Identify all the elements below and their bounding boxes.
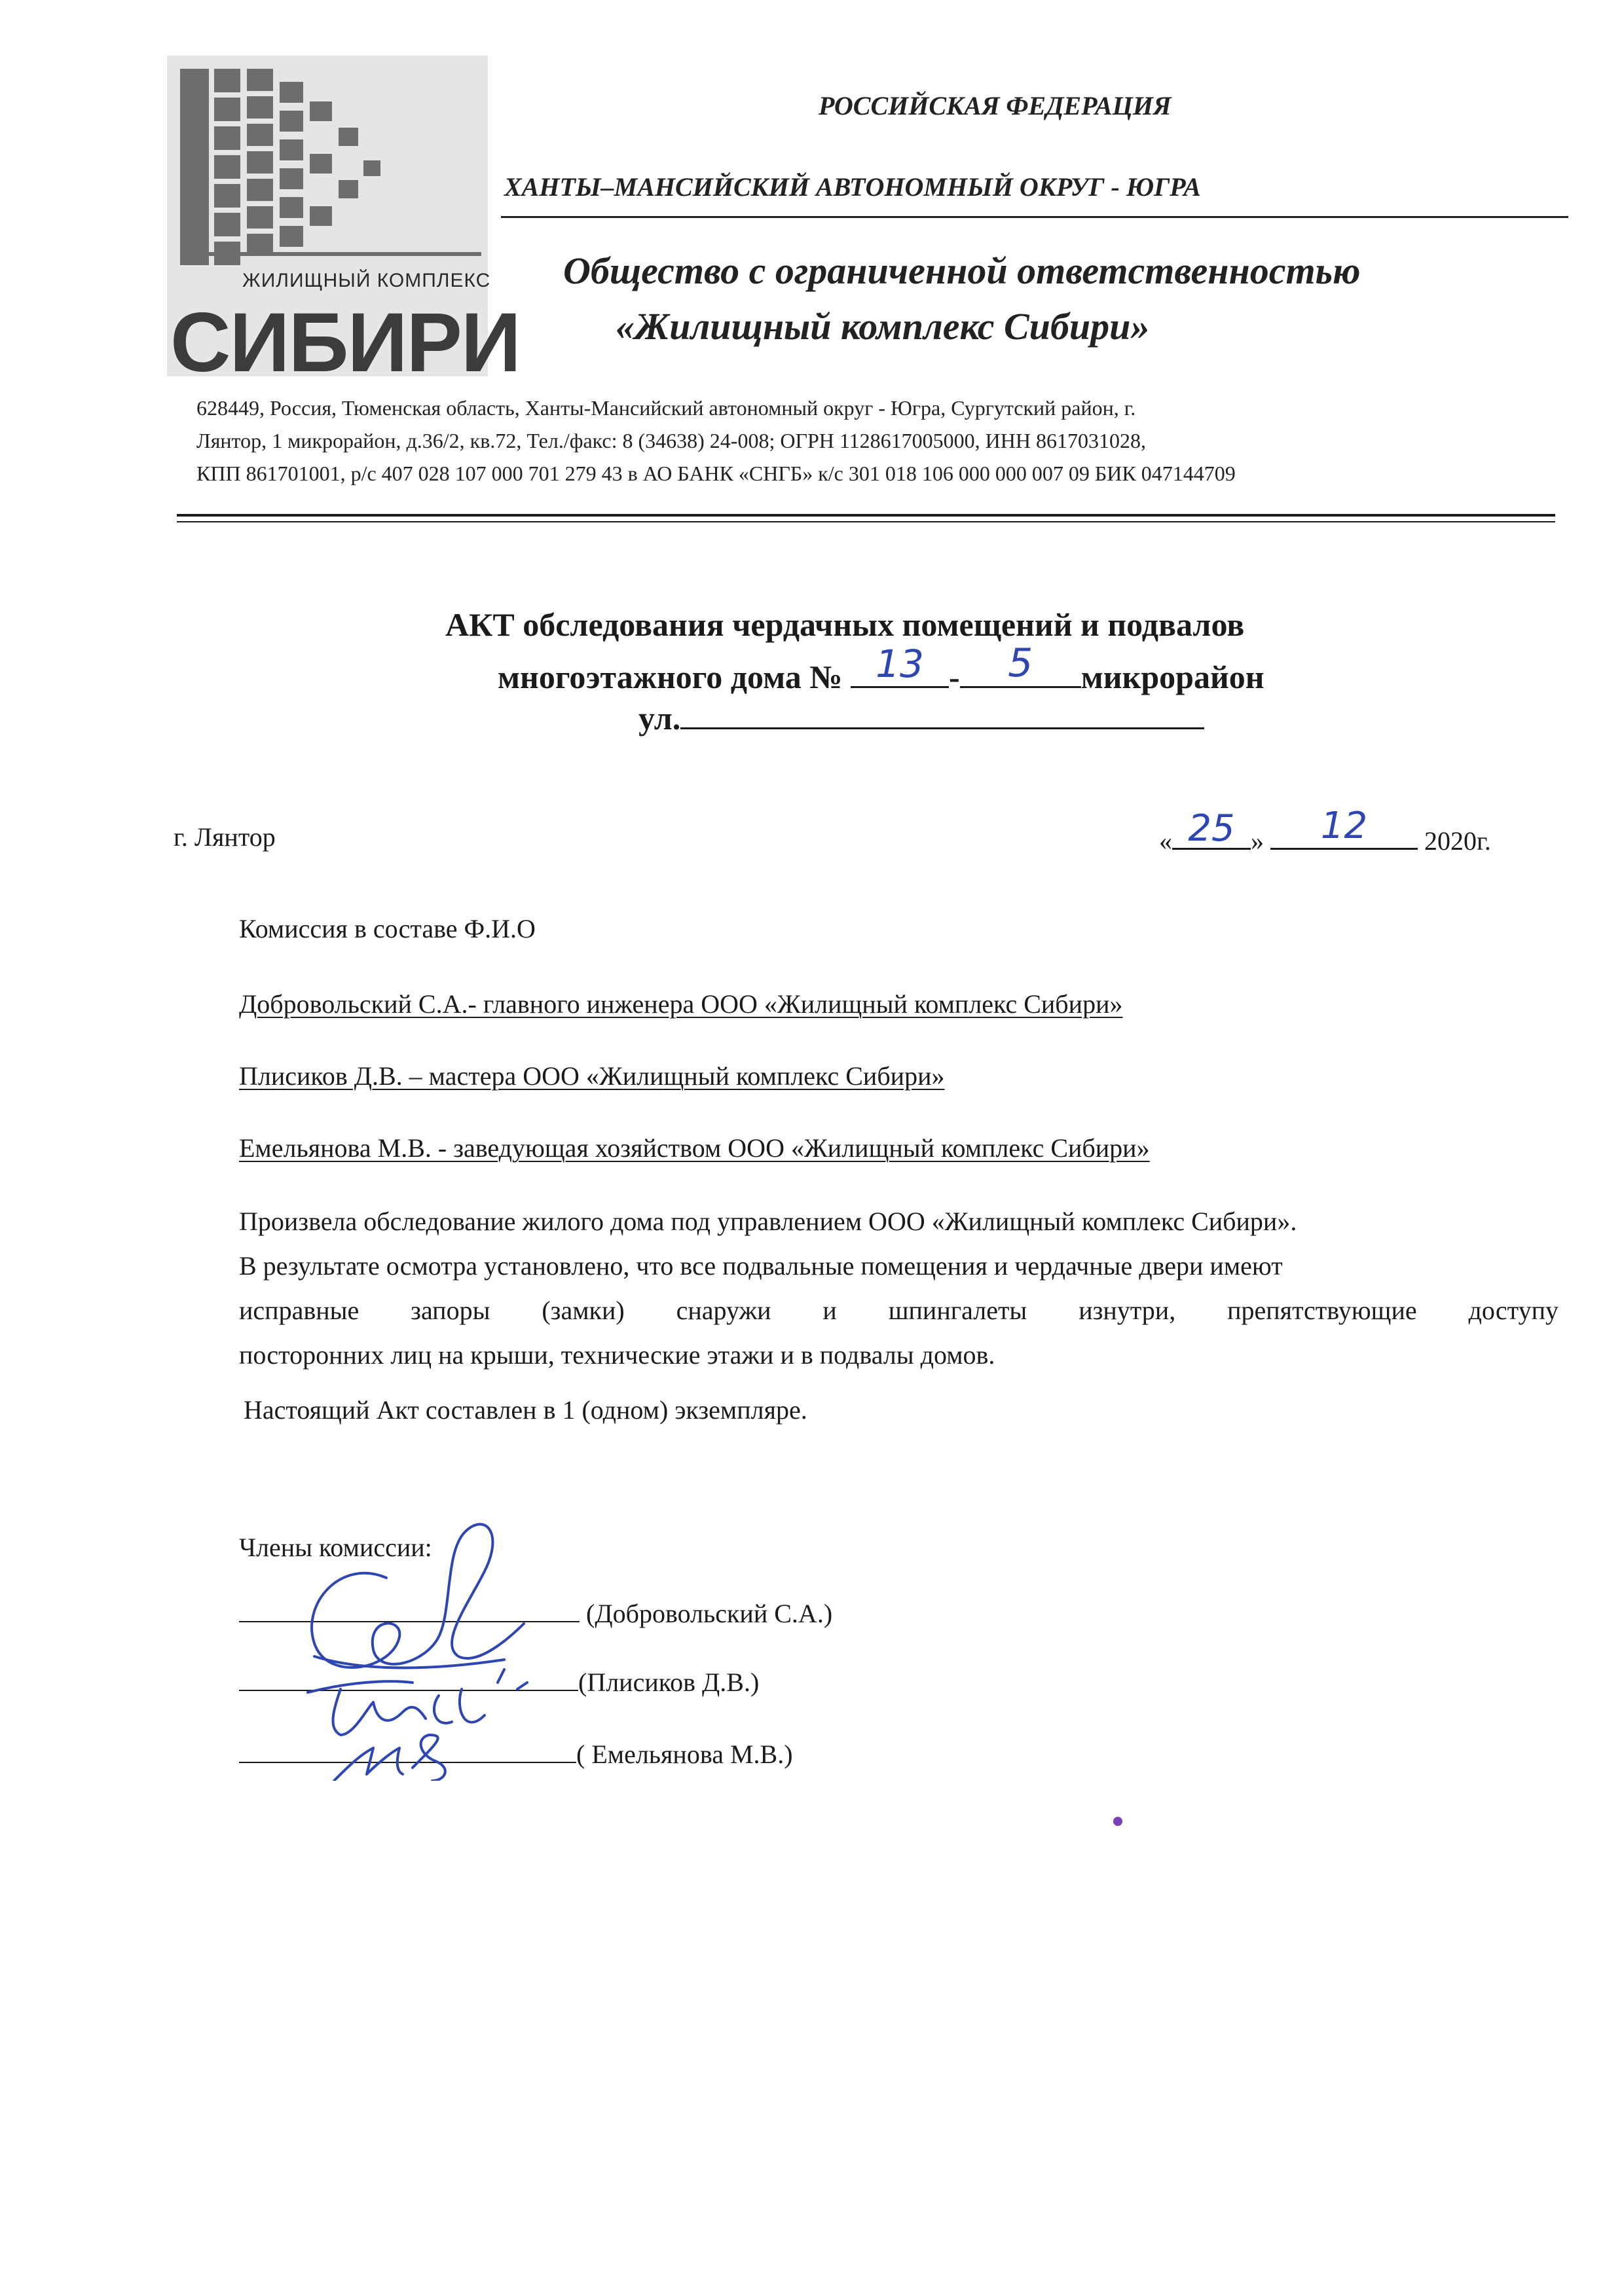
commission-member: Емельянова М.В. - заведующая хозяйством ООО «Жилищный комплекс Сибири» (239, 1133, 1150, 1163)
building-icon (167, 56, 488, 272)
street-field (680, 701, 1204, 729)
org-type-heading: Общество с ограниченной ответственностью (563, 249, 1361, 292)
city-label: г. Лянтор (174, 822, 276, 852)
title-district-suffix: микрорайон (1080, 659, 1264, 695)
document-title: АКТ обследования чердачных помещений и подвалов (445, 606, 1245, 643)
house-number-field (851, 642, 949, 688)
signer-name: ( Емельянова М.В.) (576, 1740, 793, 1769)
district-number-field (960, 640, 1081, 688)
date-quote-open: « (1159, 826, 1172, 856)
copies-statement: Настоящий Акт составлен в 1 (одном) экземпляре. (244, 1395, 807, 1425)
paragraph-line: Произвела обследование жилого дома под управлением ООО «Жилищный комплекс Сибири». (239, 1207, 1297, 1236)
signature-2-stroke (308, 1669, 527, 1735)
commission-label: Комиссия в составе Ф.И.О (239, 914, 536, 943)
title-house-prefix: многоэтажного дома № (498, 659, 843, 695)
country-heading: РОССИЙСКАЯ ФЕДЕРАЦИЯ (819, 91, 1172, 120)
logo-subtitle: ЖИЛИЩНЫЙ КОМПЛЕКС (242, 270, 491, 291)
members-label: Члены комиссии: (239, 1533, 432, 1562)
letterhead-rule-thin (177, 521, 1555, 522)
day-handwritten: 25 (1188, 807, 1235, 850)
company-logo (167, 56, 520, 390)
paragraph-line: посторонних лиц на крыши, технические этажи и в подвалы домов. (239, 1340, 995, 1370)
signer-name: (Добровольский С.А.) (580, 1599, 833, 1628)
commission-member: Плисиков Д.В. – мастера ООО «Жилищный комплекс Сибири» (239, 1061, 945, 1091)
org-name-heading: «Жилищный комплекс Сибири» (616, 305, 1150, 348)
date-year: 2020г. (1424, 826, 1491, 856)
document-title-line-3 (638, 699, 1204, 737)
document-title-line-2 (498, 640, 1264, 696)
month-field (1270, 805, 1418, 850)
logo-wordmark: СИБИРИ (170, 296, 520, 390)
inspection-paragraph (239, 1199, 1559, 1377)
date-quote-close: » (1251, 826, 1264, 856)
signature-1-stroke (312, 1524, 524, 1667)
commission-member: Добровольский С.А.- главного инженера ООО «Жилищный комплекс Сибири» (239, 989, 1123, 1019)
letterhead-rule (177, 514, 1555, 517)
street-prefix: ул. (638, 700, 681, 737)
day-field (1172, 807, 1251, 850)
signature-3-stroke (334, 1735, 445, 1781)
address-line-3: КПП 861701001, р/с 407 028 107 000 701 279 43 в АО БАНК «СНГБ» к/с 301 018 106 000 000 007 09 БИК 047144709 (196, 462, 1236, 485)
header-divider (501, 216, 1568, 218)
house-number-handwritten: 13 (876, 642, 924, 686)
ink-dot (1113, 1817, 1122, 1826)
district-number-handwritten: 5 (1008, 640, 1033, 686)
title-separator: - (949, 659, 960, 695)
document-date (1159, 805, 1491, 856)
paragraph-line: исправные запоры (замки) снаружи и шпингалеты изнутри, препятствующие доступу (239, 1296, 1559, 1325)
paragraph-line: В результате осмотра установлено, что все подвальные помещения и чердачные двери имеют (239, 1251, 1283, 1281)
month-handwritten: 12 (1320, 805, 1368, 847)
region-heading: ХАНТЫ–МАНСИЙСКИЙ АВТОНОМНЫЙ ОКРУГ - ЮГРА (504, 172, 1201, 202)
address-line-2: Лянтор, 1 микрорайон, д.36/2, кв.72, Тел./факс: 8 (34638) 24-008; ОГРН 1128617005000, ИНН 8617031028, (196, 429, 1146, 452)
signer-name: (Плисиков Д.В.) (578, 1667, 760, 1697)
address-line-1: 628449, Россия, Тюменская область, Ханты-Мансийский автономный округ - Югра, Сургутский район, г. (196, 396, 1136, 420)
handwritten-signatures (288, 1493, 563, 1781)
